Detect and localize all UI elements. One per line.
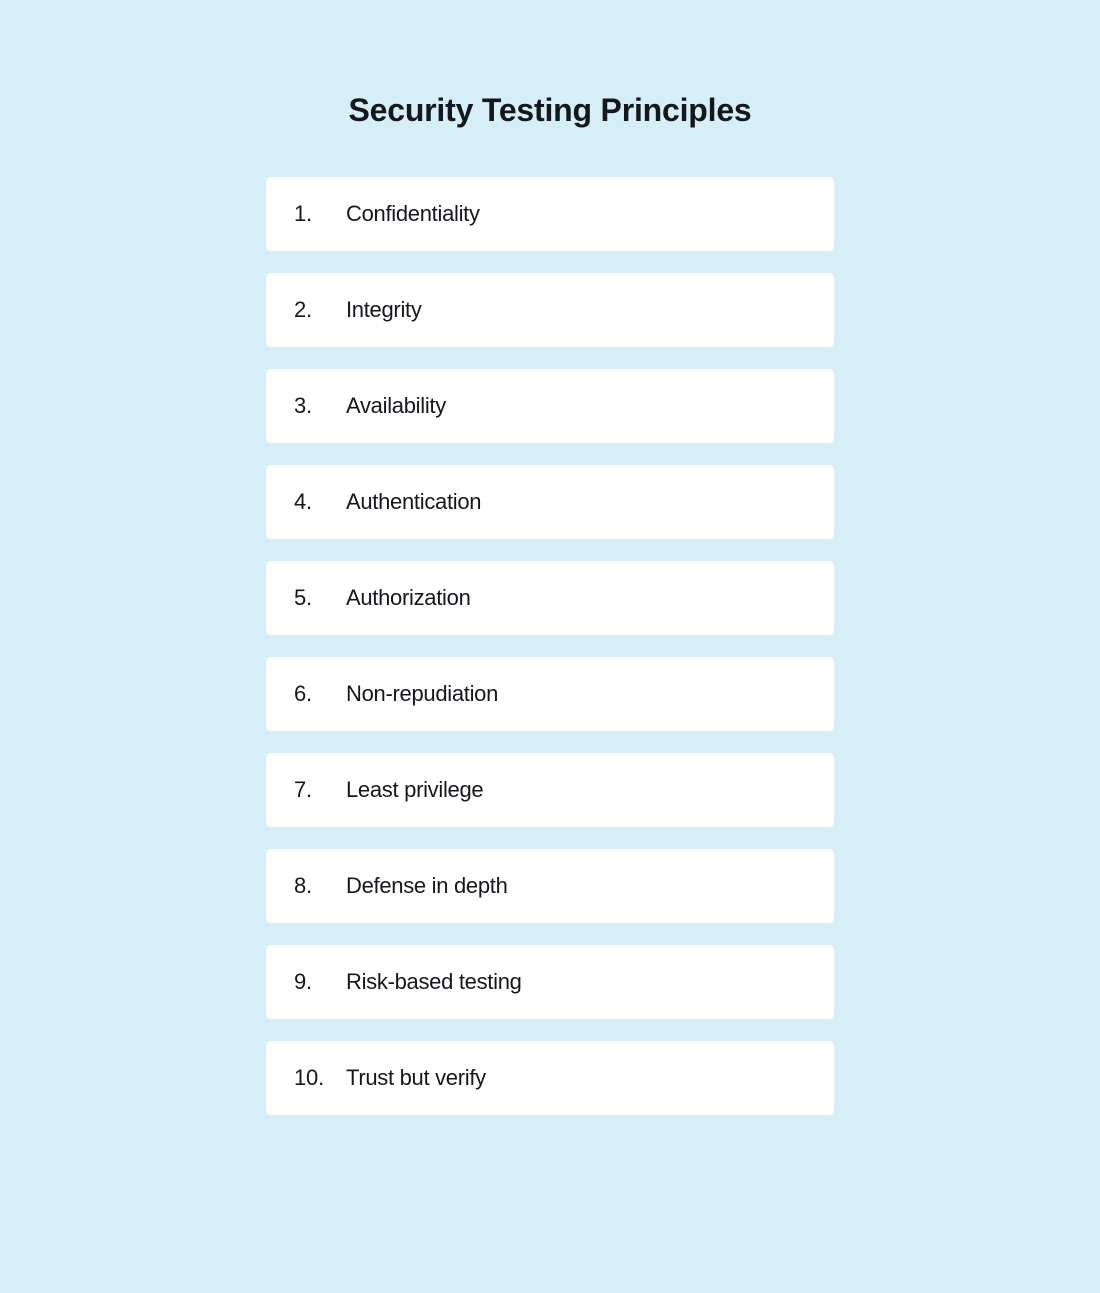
list-item-number: 6. [294,681,312,706]
list-item-number: 9. [294,969,312,994]
list-item-label: Authorization [346,585,471,610]
list-item [266,1041,834,1115]
list-item [266,561,834,635]
list-item-label: Integrity [346,297,422,322]
list-item-label: Availability [346,393,446,418]
list-item-number: 5. [294,585,312,610]
list-item-label: Trust but verify [346,1065,486,1090]
page-title: Security Testing Principles [348,92,752,128]
principles-list [266,177,834,1115]
list-item-number: 2. [294,297,312,322]
list-item [266,369,834,443]
list-item [266,465,834,539]
list-item [266,753,834,827]
list-item [266,849,834,923]
list-item [266,273,834,347]
list-item-number: 4. [294,489,312,514]
list-item-number: 10. [294,1065,324,1090]
list-item-label: Non-repudiation [346,681,499,706]
list-item-number: 7. [294,777,312,802]
list-item [266,177,834,251]
list-item-number: 1. [294,201,312,226]
list-item [266,657,834,731]
list-item-number: 3. [294,393,312,418]
list-item-number: 8. [294,873,312,898]
list-item [266,945,834,1019]
list-item-label: Least privilege [346,777,484,802]
list-item-label: Authentication [346,489,482,514]
list-item-label: Risk-based testing [346,969,522,994]
list-item-label: Defense in depth [346,873,508,898]
list-item-label: Confidentiality [346,201,480,226]
